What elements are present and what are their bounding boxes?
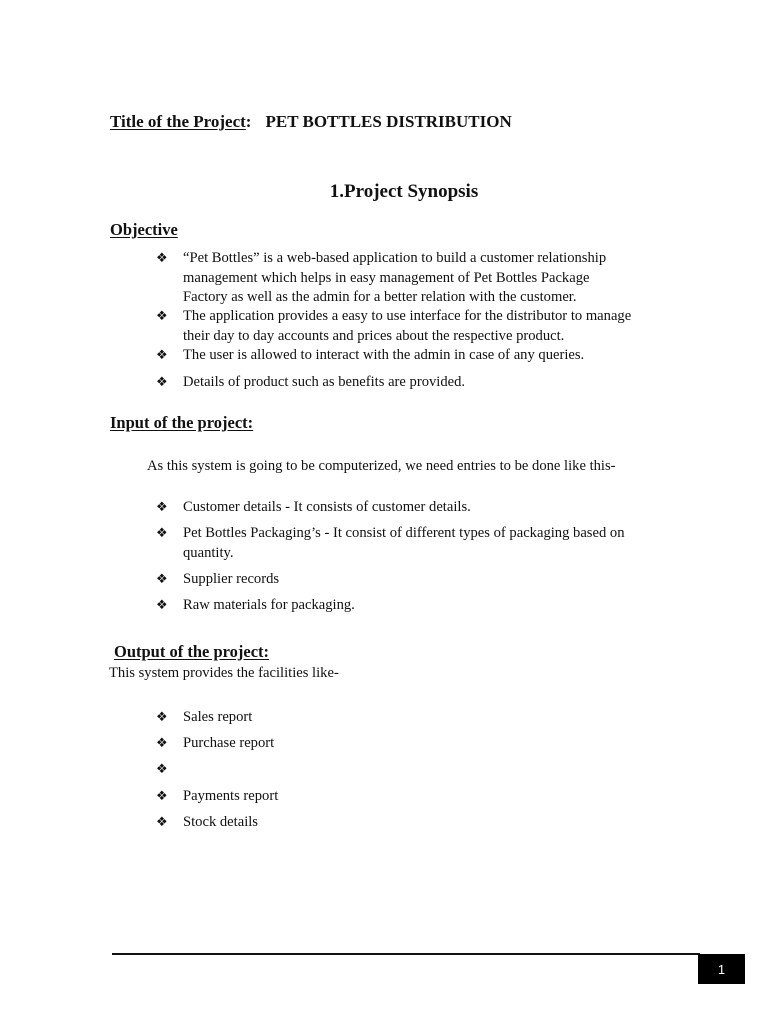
objective-heading: Objective [110,220,178,239]
output-intro: This system provides the facilities like- [109,665,339,681]
list-item: ❖ Customer details - It consists of customer details. [183,498,673,518]
diamond-bullet-icon: ❖ [156,598,168,613]
diamond-bullet-icon: ❖ [156,375,168,390]
input-heading: Input of the project: [110,413,254,432]
list-item: ❖ Sales report [183,708,673,728]
output-heading: Output of the project: [114,642,270,661]
list-item: ❖ Details of product such as benefits are provided. [183,373,673,393]
diamond-bullet-icon: ❖ [156,815,168,830]
list-item: ❖ The user is allowed to interact with the admin in case of any queries. [183,346,673,366]
diamond-bullet-icon: ❖ [156,736,168,751]
input-intro: As this system is going to be computerized, we need entries to be done like this- [147,458,616,474]
diamond-bullet-icon: ❖ [156,500,168,515]
list-item: ❖ Purchase report [183,734,673,754]
diamond-bullet-icon: ❖ [156,572,168,587]
diamond-bullet-icon: ❖ [156,526,168,541]
diamond-bullet-icon: ❖ [156,348,168,363]
list-item: ❖ “Pet Bottles” is a web-based application to build a customer relationship management which helps in easy management of Pet Bottles Package Factory as well as the admin for a better relation with the customer. [156,250,607,305]
diamond-bullet-icon: ❖ [156,309,168,324]
project-title-label: Title of the Project [110,112,246,131]
project-title-value: PET BOTTLES DISTRIBUTION [265,112,512,131]
footer-rule [112,953,700,955]
project-title-colon: : [245,112,252,131]
diamond-bullet-icon: ❖ [156,789,168,804]
section-heading: 1.Project Synopsis [329,181,479,202]
list-item: ❖ Raw materials for packaging. [183,596,673,616]
diamond-bullet-icon: ❖ [156,762,168,777]
list-item: ❖ The application provides a easy to use interface for the distributor to manage their day to day accounts and prices about the respective product. [156,308,632,344]
list-item: ❖ Payments report [183,787,673,807]
diamond-bullet-icon: ❖ [156,710,168,725]
diamond-bullet-icon: ❖ [156,251,168,266]
project-title [110,112,512,132]
list-item: ❖ Pet Bottles Packaging’s - It consist of different types of packaging based on quantity. [156,525,625,561]
list-item: ❖ Supplier records [183,570,673,590]
list-item: ❖ Stock details [183,813,673,833]
page-number: 1 [698,954,745,984]
